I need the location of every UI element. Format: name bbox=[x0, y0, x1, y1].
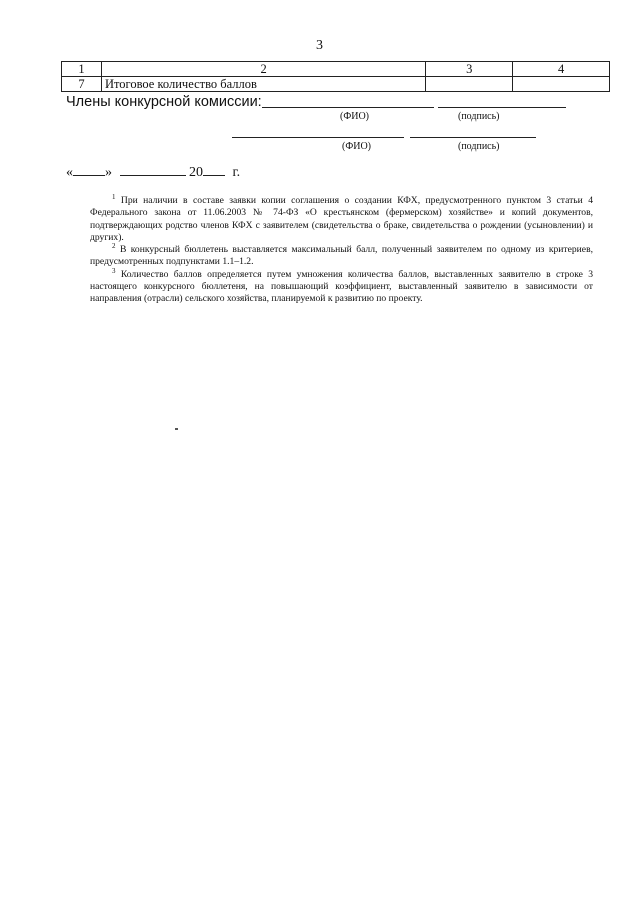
year-prefix: 20 bbox=[189, 165, 203, 180]
header-cell-1: 1 bbox=[62, 62, 102, 77]
footnote-mark-1: 1 bbox=[112, 193, 116, 201]
footnote-mark-3: 3 bbox=[112, 266, 116, 275]
footnote-mark-2: 2 bbox=[112, 242, 116, 251]
header-cell-3: 3 bbox=[426, 62, 513, 77]
fio-caption-2: (ФИО) bbox=[342, 141, 372, 152]
footnote-text-3: Количество баллов определяется путем умножения количества баллов, выставленных заявителю в строке 3 настоящего конкурсного бюллетеня, на повышающий коэффициент, выставленный заявителю в зависимости от направления (отрасли) сельского хозяйства, планируемой к развитию по проекту. bbox=[90, 268, 593, 305]
table-header-row bbox=[62, 62, 610, 77]
date-line bbox=[66, 163, 240, 181]
signature-line-2 bbox=[410, 137, 536, 138]
signature-caption-1: (подпись) bbox=[458, 111, 500, 122]
page-number: 3 bbox=[316, 38, 323, 53]
header-cell-2: 2 bbox=[101, 62, 425, 77]
month-blank bbox=[120, 163, 186, 176]
fio-caption-1: (ФИО) bbox=[340, 111, 370, 122]
header-cell-4: 4 bbox=[513, 62, 610, 77]
commission-members-label: Члены конкурсной комиссии: bbox=[66, 94, 262, 110]
footnote-2 bbox=[90, 244, 593, 269]
row-label-cell: Итоговое количество баллов bbox=[101, 77, 425, 92]
table-row bbox=[62, 77, 610, 92]
row-extra-cell bbox=[513, 77, 610, 92]
signature-line-1 bbox=[438, 107, 566, 108]
fio-line-2 bbox=[232, 137, 404, 138]
footnote-text-2: В конкурсный бюллетень выставляется максимальный балл, полученный заявителем по одному из критериев, предусмотренных подпунктами 1.1–1.2. bbox=[90, 244, 593, 268]
footnote-1 bbox=[90, 195, 593, 244]
day-blank bbox=[73, 163, 105, 176]
score-table bbox=[61, 61, 610, 92]
footnotes bbox=[90, 195, 593, 306]
year-suffix: г. bbox=[232, 165, 241, 180]
footnote-3 bbox=[90, 266, 593, 306]
row-score-cell bbox=[426, 77, 513, 92]
row-number-cell: 7 bbox=[62, 77, 102, 92]
close-quote: » bbox=[105, 165, 112, 180]
year-blank bbox=[203, 163, 225, 176]
scan-speck bbox=[175, 428, 178, 430]
fio-line-1 bbox=[262, 107, 434, 108]
open-quote: « bbox=[66, 165, 73, 180]
footnote-text-1: При наличии в составе заявки копии соглашения о создании КФХ, предусмотренного пунктом 3 статьи 4 Федерального закона от 11.06.2003 № 74-ФЗ «О крестьянском (фермерском) хозяйстве» и копий документов, подтверждающих родство членов КФХ с заявителем (свидетельства о браке, свидетельства о рождении (усыновлении) и других). bbox=[90, 195, 594, 243]
signature-caption-2: (подпись) bbox=[458, 141, 500, 152]
